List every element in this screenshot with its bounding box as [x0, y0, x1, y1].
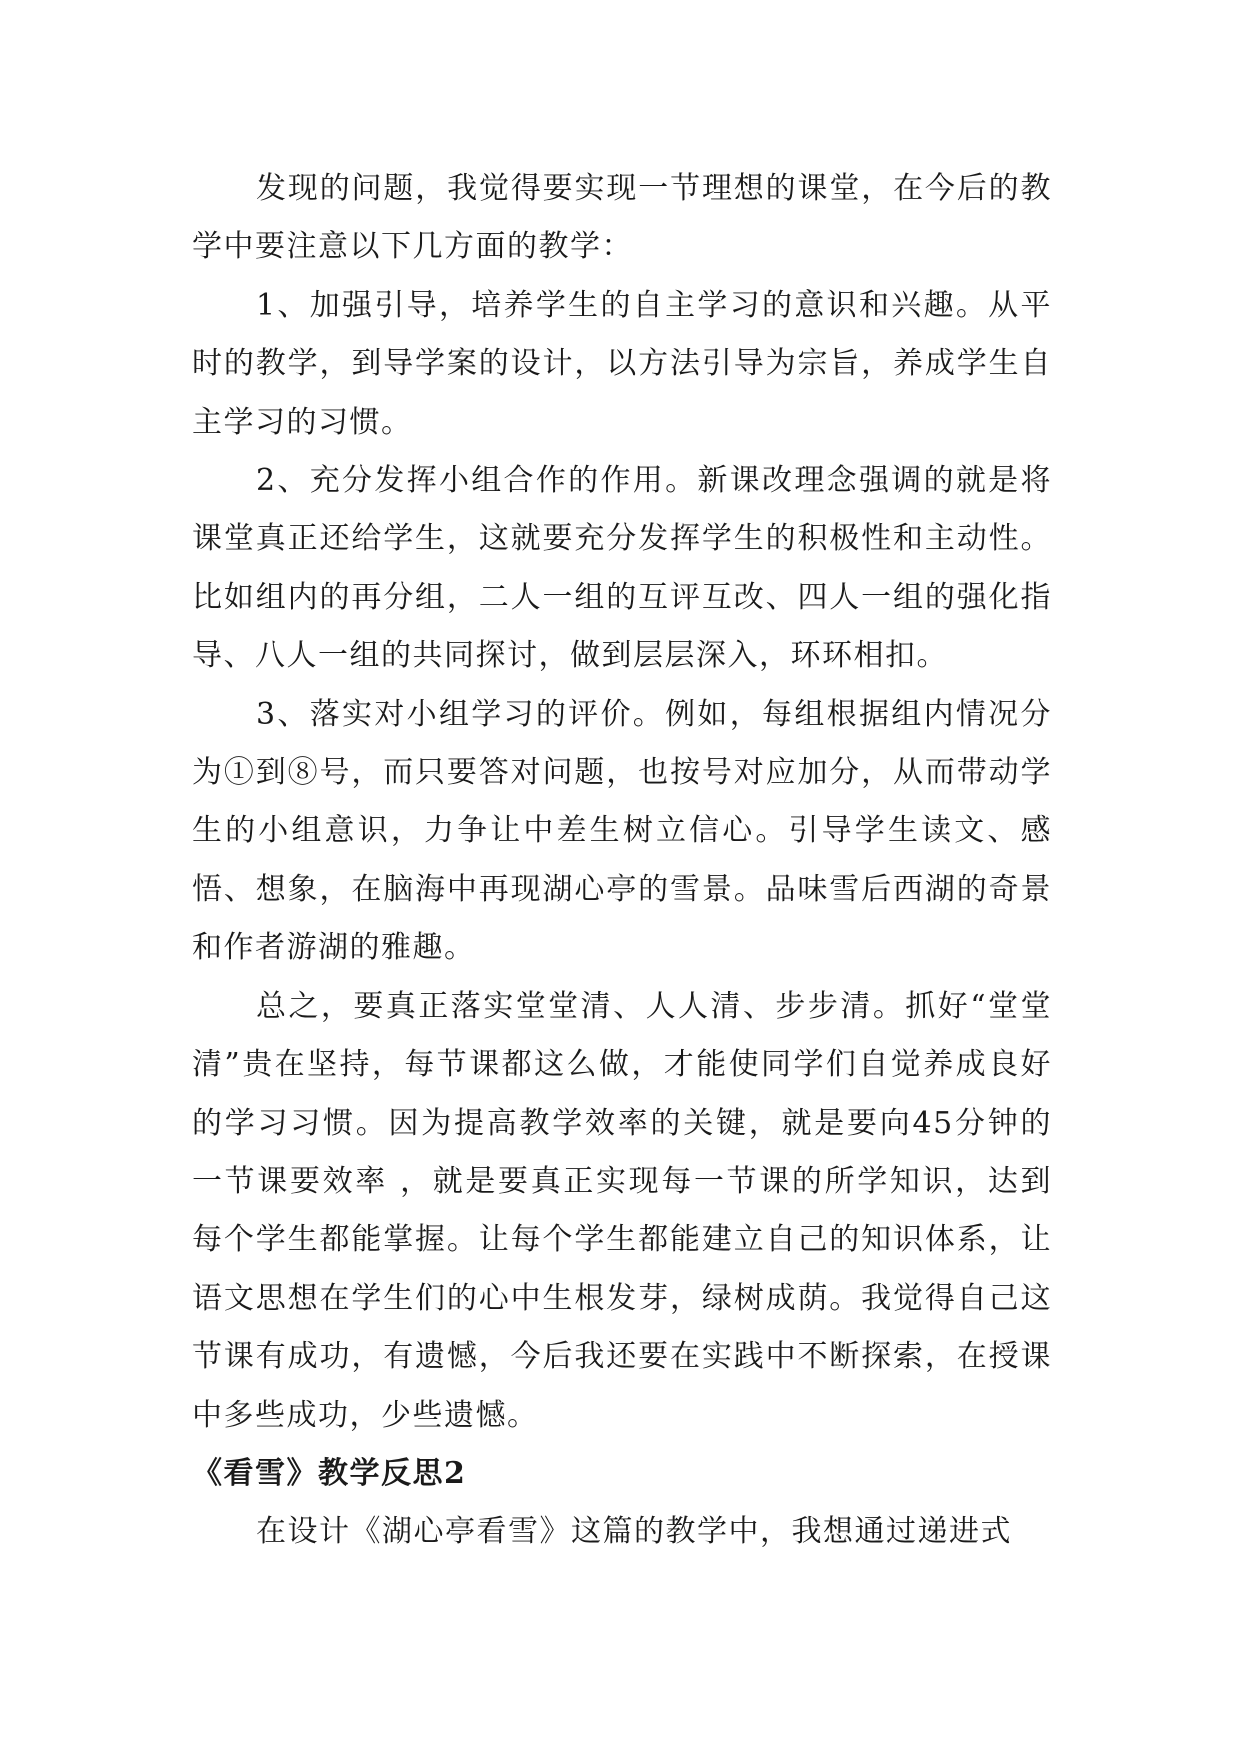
paragraph-point-2: 2、充分发挥小组合作的作用。新课改理念强调的就是将课堂真正还给学生，这就要充分发挥学生的积极性和主动性。比如组内的再分组，二人一组的互评互改、四人一组的强化指导、八人一组的共同探讨，做到层层深入，环环相扣。 [192, 463, 1052, 674]
paragraph-intro: 发现的问题，我觉得要实现一节理想的课堂，在今后的教学中要注意以下几方面的教学： [192, 171, 1052, 265]
document-body [192, 160, 1052, 1562]
section-heading: 《看雪》教学反思2 [192, 1455, 467, 1491]
paragraph-point-1: 1、加强引导，培养学生的自主学习的意识和兴趣。从平时的教学，到导学案的设计，以方法引导为宗旨，养成学生自主学习的习惯。 [192, 287, 1052, 440]
paragraph-section-2-start: 在设计《湖心亭看雪》这篇的教学中，我想通过递进式 [256, 1514, 1012, 1550]
paragraph-point-3: 3、落实对小组学习的评价。例如，每组根据组内情况分为①到⑧号，而只要答对问题，也按号对应加分，从而带动学生的小组意识，力争让中差生树立信心。引导学生读文、感悟、想象，在脑海中再现湖心亭的雪景。品味雪后西湖的奇景和作者游湖的雅趣。 [192, 696, 1052, 966]
paragraph-summary: 总之，要真正落实堂堂清、人人清、步步清。抓好“堂堂清”贵在坚持，每节课都这么做，才能使同学们自觉养成良好的学习习惯。因为提高教学效率的关键，就是要向45分钟的一节课要效率 ，就是要真正实现每一节课的所学知识，达到每个学生都能掌握。让每个学生都能建立自己的知识体系，让语文思想在学生们的心中生根发芽，绿树成荫。我觉得自己这节课有成功，有遗憾，今后我还要在实践中不断探索，在授课中多些成功，少些遗憾。 [192, 988, 1052, 1433]
